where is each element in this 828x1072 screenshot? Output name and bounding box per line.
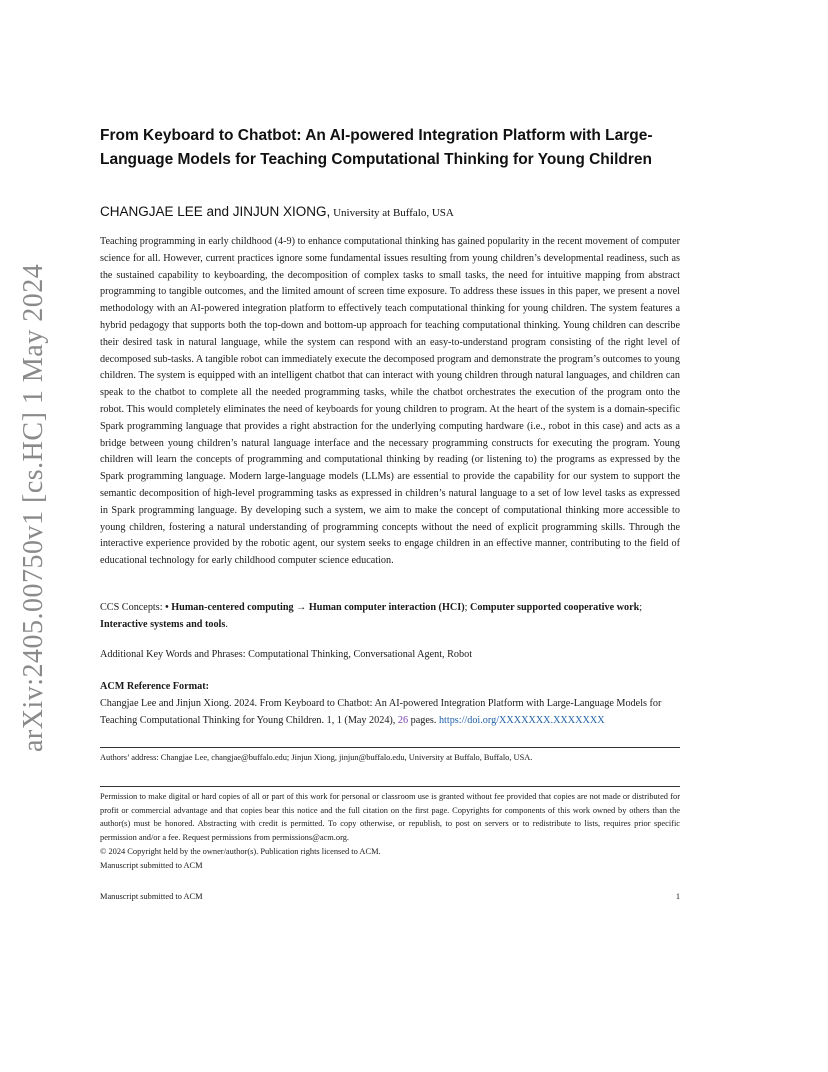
page-count-link[interactable]: 26 bbox=[397, 715, 409, 726]
ccs-concept-1: Human-centered computing bbox=[171, 602, 294, 613]
arxiv-watermark: arXiv:2405.00750v1 [cs.HC] 1 May 2024 bbox=[18, 263, 49, 752]
ccs-separator-2: ; bbox=[639, 602, 643, 613]
author-affiliation: University at Buffalo, USA bbox=[330, 207, 454, 219]
keywords: Additional Key Words and Phrases: Computational Thinking, Conversational Agent, Robot bbox=[100, 649, 473, 660]
acm-reference-text: Changjae Lee and Jinjun Xiong. 2024. From Keyboard to Chatbot: An AI-powered Integration Platform with Large-Language Models for Teaching Computational Thinking for Young Children. 1, 1 (May 2024), bbox=[100, 698, 662, 726]
authors-address: Authors’ address: Changjae Lee, changjae@buffalo.edu; Jinjun Xiong, jinjun@buffalo.edu, University at Buffalo, Buffalo, USA. bbox=[100, 753, 533, 762]
page-footer: Manuscript submitted to ACM bbox=[100, 892, 203, 901]
permission-notice: Permission to make digital or hard copies of all or part of this work for personal or classroom use is granted without fee provided that copies are not made or distributed for profit or commercial advantage and that copies bear this notice and the full citation on the first page. Copyrights for components of this work owned by others than the author(s) must be honored. Abstracting with credit is permitted. To copy otherwise, or republish, to post on servers or to redistribute to lists, requires prior specific permission and/or a fee. Request permissions from permissions@acm.org. bbox=[100, 792, 680, 842]
ccs-concept-3: Computer supported cooperative work bbox=[469, 602, 640, 613]
ccs-concepts bbox=[100, 600, 680, 634]
ccs-end: . bbox=[225, 618, 228, 630]
ccs-bullet: • bbox=[165, 602, 172, 613]
acm-reference bbox=[100, 695, 680, 729]
permission-divider bbox=[100, 786, 680, 787]
submission-note: Manuscript submitted to ACM bbox=[100, 861, 203, 870]
author-names: CHANGJAE LEE and JINJUN XIONG, bbox=[100, 204, 331, 219]
ccs-arrow: → bbox=[293, 602, 309, 613]
ccs-label: CCS Concepts: bbox=[100, 602, 166, 613]
page-number: 1 bbox=[675, 892, 680, 901]
pages-label: pages. bbox=[408, 715, 439, 726]
author-line bbox=[100, 204, 454, 219]
abstract: Teaching programming in early childhood (4-9) to enhance computational thinking has gained popularity in the recent movement of computer science for all. However, current practices ignore some fundamental issues resulting from young children’s developmental readiness, such as the sustained capability to keyboarding, the decomposition of complex tasks to small tasks, the need for intuitive mapping from abstract programming to tangible outcomes, and the limited amount of screen time exposure. To address these issues in this paper, we present a novel methodology with an AI-powered integration platform to effectively teach computational thinking for young children. The system features a hybrid pedagogy that supports both the top-down and bottom-up approach for teaching computational thinking. Young children can describe their desired task in natural language, while the system can respond with an easy-to-understand program consisting of the right level of decomposed sub-tasks. A tangible robot can immediately execute the decomposed program and demonstrate the program’s outcomes to young children. The system is equipped with an intelligent chatbot that can interact with young children through natural languages, and children can speak to the chatbot to complete all the needed programming tasks, while the chatbot orchestrates the execution of the program onto the robot. This would completely eliminates the need of keyboards for young children to program. At the heart of the system is a domain-specific Spark programming language that provides a right abstraction for the underlying computing hardware (i.e., robot in this case) and acts as a bridge between young children’s natural language interface and the necessary programming constructs for executing the program. Young children will learn the concepts of programming and computational thinking by reading (or listening to) the programs as expressed by the Spark programming language. Modern large-language models (LLMs) are essential to provide the capability for our system to support the semantic decomposition of high-level programming tasks as expressed in children’s natural language to a set of low level tasks as expressed in Spark programming language. By developing such a system, we aim to make the concept of computational thinking more accessible to young children, fostering a natural understanding of programming concepts without the need of explicit programming skills. Through the interactive experience provided by the robotic agent, our system seeks to engage children in an effective manner, contributing to the field of educational technology for early childhood computer science education. bbox=[100, 236, 680, 567]
acm-reference-heading: ACM Reference Format: bbox=[100, 681, 209, 692]
ccs-concept-2: Human computer interaction (HCI) bbox=[308, 602, 465, 613]
paper-title: From Keyboard to Chatbot: An AI-powered Integration Platform with Large-Language Models for Teaching Computational Thinking for Young Children bbox=[100, 127, 653, 168]
copyright-notice: © 2024 Copyright held by the owner/author(s). Publication rights licensed to ACM. bbox=[100, 847, 381, 856]
ccs-concept-4: Interactive systems and tools bbox=[100, 618, 226, 630]
doi-link[interactable]: https://doi.org/XXXXXXX.XXXXXXX bbox=[438, 715, 605, 726]
footnote-divider bbox=[100, 747, 680, 748]
ccs-separator-1: ; bbox=[464, 602, 470, 613]
